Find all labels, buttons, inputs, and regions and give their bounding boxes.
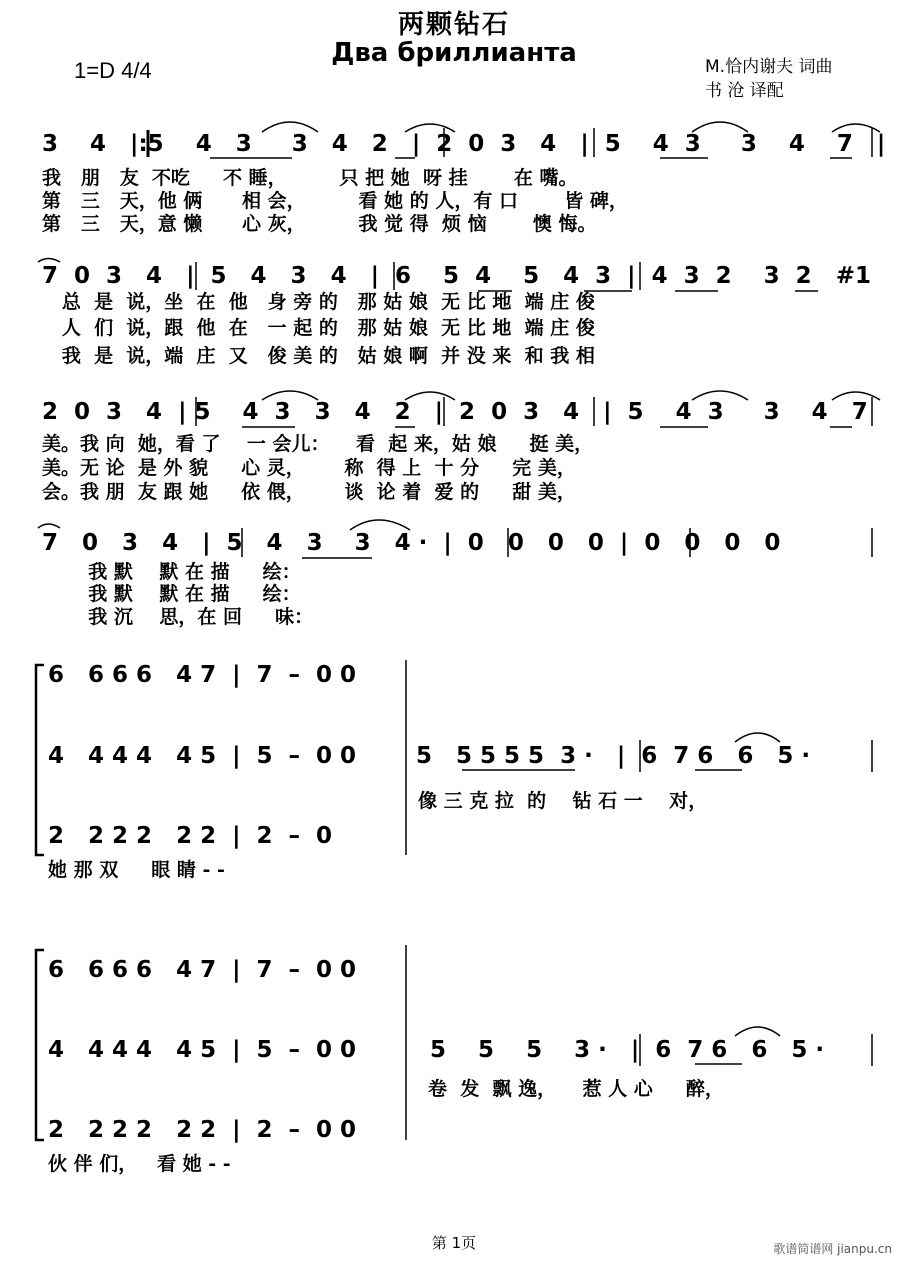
chorus-b-bot-notes: 2 2 2 2 2 2 | 2 – 0 0: [48, 1117, 357, 1143]
chorus-b: [36, 945, 872, 1175]
system-3: [42, 391, 880, 503]
page-number: 第 1页: [431, 1234, 477, 1252]
system-1-lyric-2: 第 三 天，他 俩 相 会， 看 她 的 人，有 口 皆 碑，: [42, 190, 628, 212]
chorus-a-top-notes: 6 6 6 6 4 7 | 7 – 0 0: [48, 662, 357, 688]
system-4: [38, 520, 872, 628]
system-4-lyric-3: 我 沉 思，在 回 味：: [42, 606, 314, 628]
chorus-a-mid-right-notes: 5 5 5 5 5 3 · | 6 7 6 6 5 ·: [416, 743, 811, 769]
system-2-notes: 7 0 3 4 | 5 4 3 4 | 6 5 4 5 4 3 | 4 3 2 3 2 #1: [42, 263, 871, 289]
chorus-a-bot-notes: 2 2 2 2 2 2 | 2 – 0: [48, 823, 333, 849]
system-1: [42, 122, 885, 235]
system-1-lyric-1: 我 朋 友 不吃 不 睡， 只 把 她 呀 挂 在 嘴。: [42, 167, 578, 189]
chorus-a-bot-lyric: 她 那 双 眼 睛 - -: [48, 859, 225, 881]
chorus-b-bot-lyric: 伙 伴 们， 看 她 - -: [48, 1153, 231, 1175]
system-4-lyric-1: 我 默 默 在 描 绘：: [42, 561, 301, 583]
chorus-b-mid-notes: 4 4 4 4 4 5 | 5 – 0 0: [48, 1037, 357, 1063]
system-3-lyric-3: 会。我 朋 友 跟 她 依 偎， 谈 论 着 爱 的 甜 美，: [42, 481, 576, 503]
chorus-a: [36, 660, 872, 881]
slur: [735, 733, 780, 742]
brace: [36, 950, 44, 1140]
system-3-notes: 2 0 3 4 | 5 4 3 3 4 2 | 2 0 3 4 | 5 4 3 3 4 7: [42, 399, 868, 425]
system-2: [38, 259, 871, 368]
system-3-lyric-1: 美。我 向 她，看 了 一 会儿： 看 起 来，姑 娘 挺 美，: [42, 433, 594, 455]
key-time-signature: 1=D 4/4: [74, 58, 152, 83]
brace: [36, 665, 44, 855]
composer-credit: M.恰内谢夫 词曲: [705, 57, 833, 77]
system-1-lyric-3: 第 三 天，意 懒 心 灰， 我 觉 得 烦 恼 懊 悔。: [42, 213, 597, 235]
slur: [350, 520, 410, 530]
system-2-lyric-2: 人 们 说，跟 他 在 一 起 的 那 姑 娘 无 比 地 端 庄 俊: [42, 317, 595, 339]
chorus-a-mid-lyric: 像 三 克 拉 的 钻 石 一 对，: [418, 790, 708, 812]
slur: [38, 524, 60, 528]
system-2-lyric-3: 我 是 说，端 庄 又 俊 美 的 姑 娘 啊 并 没 来 和 我 相: [42, 345, 595, 367]
slur: [735, 1027, 780, 1036]
system-3-lyric-2: 美。无 论 是 外 貌 心 灵， 称 得 上 十 分 完 美，: [42, 457, 576, 479]
system-4-notes: 7 0 3 4 | 5 4 3 3 4 · | 0 0 0 0 | 0 0 0 0: [42, 530, 781, 556]
chorus-b-top-notes: 6 6 6 6 4 7 | 7 – 0 0: [48, 957, 357, 983]
song-subtitle: Два бриллианта: [331, 38, 577, 68]
system-4-lyric-2: 我 默 默 在 描 绘：: [42, 583, 301, 605]
arranger-credit: 书 沧 译配: [705, 81, 784, 101]
site-watermark: 歌谱简谱网 jianpu.cn: [773, 1242, 892, 1256]
system-1-notes: 3 4 |:5 4 3 3 4 2 | 2 0 3 4 | 5 4 3 3 4 7 |: [42, 131, 886, 157]
chorus-a-mid-notes: 4 4 4 4 4 5 | 5 – 0 0: [48, 743, 357, 769]
song-title: 两颗钻石: [397, 10, 510, 40]
chorus-b-mid-right-notes: 5 5 5 3 · | 6 7 6 6 5 ·: [430, 1037, 825, 1063]
slur: [38, 259, 60, 263]
system-2-lyric-1: 总 是 说，坐 在 他 身 旁 的 那 姑 娘 无 比 地 端 庄 俊: [42, 291, 595, 313]
chorus-b-mid-lyric: 卷 发 飘 逸， 惹 人 心 醉，: [428, 1078, 724, 1100]
